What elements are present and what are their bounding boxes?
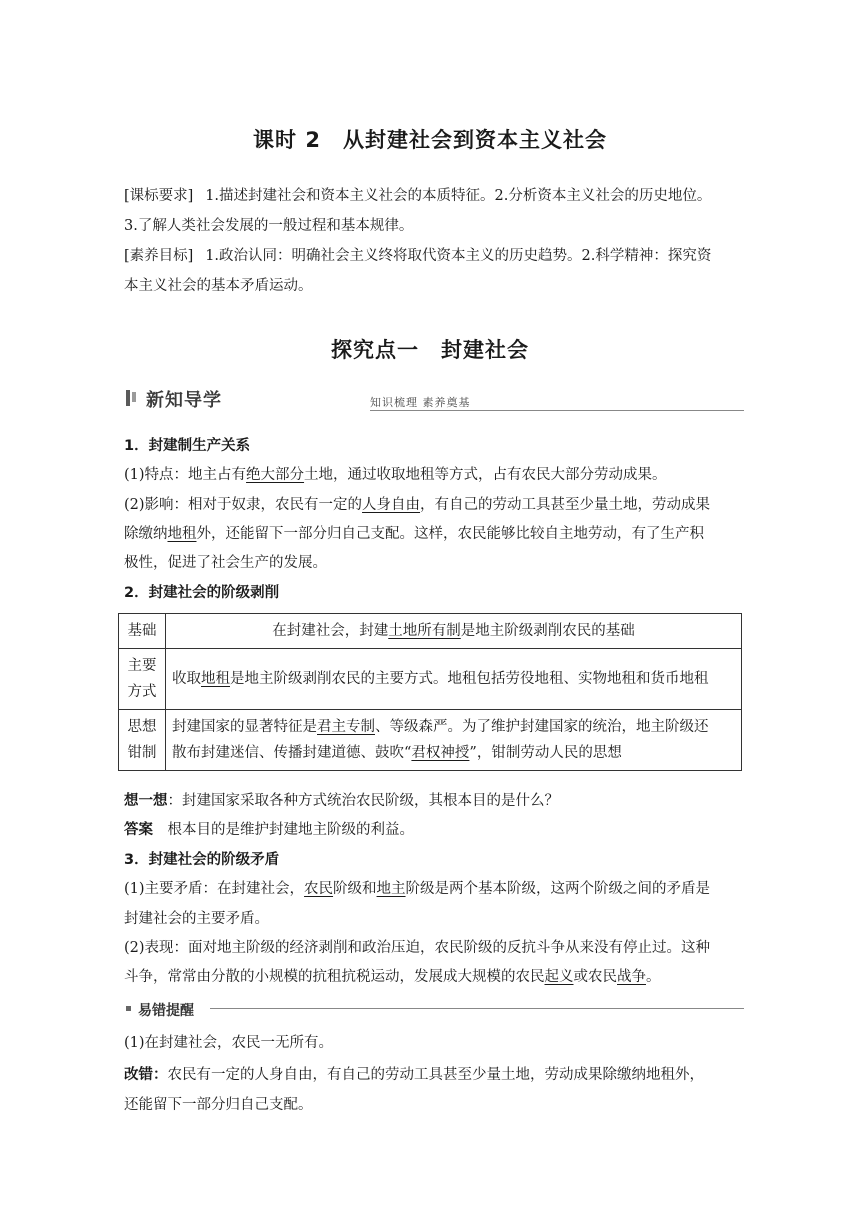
part2-heading: 2．封建社会的阶级剥削 [124,585,280,601]
literacy-text-1: 1.政治认同：明确社会主义终将取代资本主义的历史趋势。2.科学精神：探究资 [205,248,712,264]
section-title: 探究点一 封建社会 [331,338,529,362]
text-span: 是地主阶级剥削农民的基础 [460,623,635,639]
text-span: (1)主要矛盾：在封建社会， [124,881,305,897]
text-span: (2)影响：相对于奴隶，农民有一定的 [124,497,363,513]
blank-answer: 土地所有制 [388,623,461,639]
key-line: 思想 [127,719,157,735]
tip-item: (1)在封建社会，农民一无所有。 [124,1035,334,1051]
banner-label: 新知导学 [146,390,222,411]
table-row [119,649,742,710]
part3-paragraph-2-line-1: (2)表现：面对地主阶级的经济剥削和政治压迫，农民阶级的反抗斗争从来没有停止过。这种 [124,940,711,956]
part3-paragraph-2-line-2 [124,967,744,987]
key-line: 方式 [127,684,157,700]
part1-paragraph-2-line-1 [124,495,744,515]
part3-heading: 3．封建社会的阶级矛盾 [124,852,280,868]
text-span: 在封建社会，封建 [272,623,389,639]
text-span: ，有自己的劳动工具甚至少量土地，劳动成果 [420,497,711,513]
think-question [124,791,744,811]
blank-answer: 起义 [544,969,574,985]
lesson-title: 课时 2 从封建社会到资本主义社会 [253,128,607,152]
tip-rule [210,1008,744,1009]
key-line: 钳制 [127,745,157,761]
text-span: 根本目的是维护封建地主阶级的利益。 [167,822,414,838]
correction-label: 改错： [124,1067,168,1083]
cell-line [172,740,735,766]
literacy-goal-line-1 [124,246,744,266]
curriculum-requirement-line-1 [124,186,744,206]
table-value-cell [166,710,742,771]
part3-paragraph-1-line-2: 封建社会的主要矛盾。 [124,911,269,927]
banner-bar-secondary-icon [132,392,136,402]
exploitation-table [118,613,742,771]
think-answer [124,820,744,840]
text-span: 散布封建迷信、传播封建道德、鼓吹“ [172,745,412,761]
part1-paragraph-2-line-3: 极性，促进了社会生产的发展。 [124,555,327,571]
table-key-cell: 基础 [119,614,166,649]
blank-answer: 地租 [201,671,230,687]
literacy-text-2: 本主义社会的基本矛盾运动。 [124,278,313,294]
blank-answer: 君权神授 [411,745,470,761]
text-span: 阶级是两个基本阶级，这两个阶级之间的矛盾是 [405,881,711,897]
part3-paragraph-1-line-1 [124,879,744,899]
text-span: 除缴纳 [124,526,168,542]
tip-label: 易错提醒 [138,1003,194,1019]
text-span: (1)特点：地主占有 [124,467,247,483]
text-span: ：封建国家采取各种方式统治农民阶级，其根本目的是什么？ [167,793,559,809]
blank-answer: 地主 [376,881,406,897]
table-row [119,614,742,649]
banner-subtitle: 知识梳理 素养奠基 [370,396,471,409]
text-span: 封建国家的显著特征是 [172,719,317,735]
blank-answer: 君主专制 [317,719,375,735]
tip-correction-line-1 [124,1065,744,1085]
text-span: 收取 [172,671,201,687]
think-label: 想一想 [124,793,168,809]
part1-paragraph-1 [124,465,744,485]
text-span: 外，还能留下一部分归自己支配。这样，农民能够比较自主地劳动，有了生产积 [196,526,704,542]
answer-label: 答案 [124,822,153,838]
cell-line [172,714,735,740]
banner-rule [370,410,744,411]
banner-bar-icon [126,390,130,406]
text-span: ”，钳制劳动人民的思想 [469,745,622,761]
literacy-tag: [素养目标] [124,248,194,264]
curriculum-tag: [课标要求] [124,188,194,204]
text-span: 是地主阶级剥削农民的主要方式。地租包括劳役地租、实物地租和货币地租 [230,671,709,687]
blank-answer: 农民 [304,881,334,897]
tip-correction-line-2: 还能留下一部分归自己支配。 [124,1097,313,1113]
text-span: 农民有一定的人身自由，有自己的劳动工具甚至少量土地，劳动成果除缴纳地租外， [167,1067,704,1083]
table-value-cell [166,614,742,649]
blank-answer: 战争 [617,969,646,985]
square-bullet-icon [126,1006,131,1011]
blank-answer: 绝大部分 [246,467,305,483]
table-row [119,710,742,771]
key-line: 主要 [127,658,157,674]
part1-paragraph-2-line-2 [124,524,744,544]
curriculum-text-1: 1.描述封建社会和资本主义社会的本质特征。2.分析资本主义社会的历史地位。 [205,188,712,204]
new-knowledge-banner [124,386,744,410]
text-span: 土地，通过收取地租等方式，占有农民大部分劳动成果。 [304,467,667,483]
text-span: 斗争，常常由分散的小规模的抗租抗税运动，发展成大规模的农民 [124,969,545,985]
blank-answer: 地租 [167,526,197,542]
error-tip-banner [124,1000,744,1018]
text-span: 或农民 [573,969,617,985]
blank-answer: 人身自由 [362,497,421,513]
text-span: 。 [646,969,661,985]
table-key-cell [119,649,166,710]
text-span: 阶级和 [333,881,377,897]
table-key-cell [119,710,166,771]
part1-heading: 1．封建制生产关系 [124,438,251,454]
table-value-cell [166,649,742,710]
curriculum-text-2: 3.了解人类社会发展的一般过程和基本规律。 [124,218,414,234]
text-span: 、等级森严。为了维护封建国家的统治，地主阶级还 [375,719,709,735]
